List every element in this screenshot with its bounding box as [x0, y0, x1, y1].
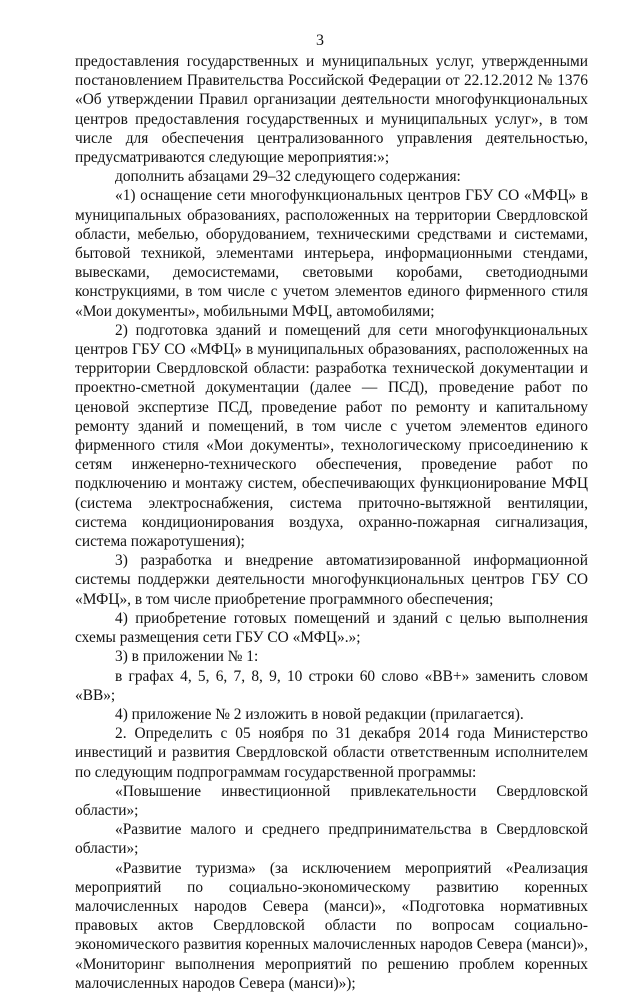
- paragraph-subprogram-tourism: «Развитие туризма» (за исключением мероприятий «Реализация мероприятий по социально-экономическому развитию коренных малочисленных народов Севера (манси)», «Подготовка нормативных правовых актов Свердловской области по вопросам социально-экономического развития коренных малочисленных народов Севера (манси)», «Мониторинг выполнения мероприятий по решению проблем коренных малочисленных народов Севера (манси)»);: [75, 859, 588, 992]
- paragraph-item-3-information-system: 3) разработка и внедрение автоматизированной информационной системы поддержки деятельности многофункциональных центров ГБУ СО «МФЦ», в том числе приобретение программного обеспечения;: [75, 552, 588, 608]
- paragraph-section-2: 2. Определить с 05 ноября по 31 декабря 2014 года Министерство инвестиций и развития Свердловской области ответственным исполнителем по следующим подпрограммам государственной программы:: [75, 725, 588, 781]
- page-number: 3: [316, 32, 324, 49]
- paragraph-appendix-1: 3) в приложении № 1:: [115, 648, 259, 666]
- paragraph-appendix-2: 4) приложение № 2 изложить в новой редакции (прилагается).: [115, 705, 524, 723]
- paragraph-columns-replacement: в графах 4, 5, 6, 7, 8, 9, 10 строки 60 слово «ВВ+» заменить словом «ВВ»;: [75, 667, 588, 704]
- document-body: [75, 52, 588, 993]
- paragraph-amendment-intro: дополнить абзацами 29–32 следующего содержания:: [115, 168, 461, 186]
- paragraph-subprogram-investment: «Повышение инвестиционной привлекательности Свердловской области»;: [75, 782, 588, 819]
- paragraph-item-4-premises: 4) приобретение готовых помещений и зданий с целью выполнения схемы размещения сети ГБУ СО «МФЦ».»;: [75, 609, 588, 647]
- paragraph-subprogram-business: «Развитие малого и среднего предпринимательства в Свердловской области»;: [75, 821, 588, 858]
- paragraph-item-1-equipment: «1) оснащение сети многофункциональных центров ГБУ СО «МФЦ» в муниципальных образованиях, расположенных на территории Свердловской области, мебелью, оборудованием, техническими средствами и системами, бытовой техникой, элементами интерьера, информационными стендами, вывесками, демосистемами, световыми коробами, светодиодными конструкциями, в том числе с учетом элементов единого фирменного стиля «Мои документы», мобильными МФЦ, автомобилями;: [75, 187, 588, 320]
- paragraph-item-2-buildings: 2) подготовка зданий и помещений для сети многофункциональных центров ГБУ СО «МФЦ» в муниципальных образованиях, расположенных на территории Свердловской области: разработка технической документации и проектно-сметной документации (далее — ПСД), проведение работ по ценовой экспертизе ПСД, проведение работ по ремонту и капитальному ремонту зданий и помещений, в том числе с учетом элементов единого фирменного стиля «Мои документы», технологическому присоединению к сетям инженерно-технического обеспечения, проведение работ по подключению и монтажу систем, обеспечивающих функционирование МФЦ (система электроснабжения, система приточно-вытяжной вентиляции, система кондиционирования воздуха, охранно-пожарная сигнализация, система пожаротушения);: [75, 321, 588, 551]
- paragraph-continuation: предоставления государственных и муниципальных услуг, утвержденными постановлением Правительства Российской Федерации от 22.12.2012 № 1376 «Об утверждении Правил организации деятельности многофункциональных центров предоставления государственных и муниципальных услуг», в том числе для обеспечения централизованного управления деятельностью, предусматриваются следующие мероприятия:»;: [75, 53, 588, 167]
